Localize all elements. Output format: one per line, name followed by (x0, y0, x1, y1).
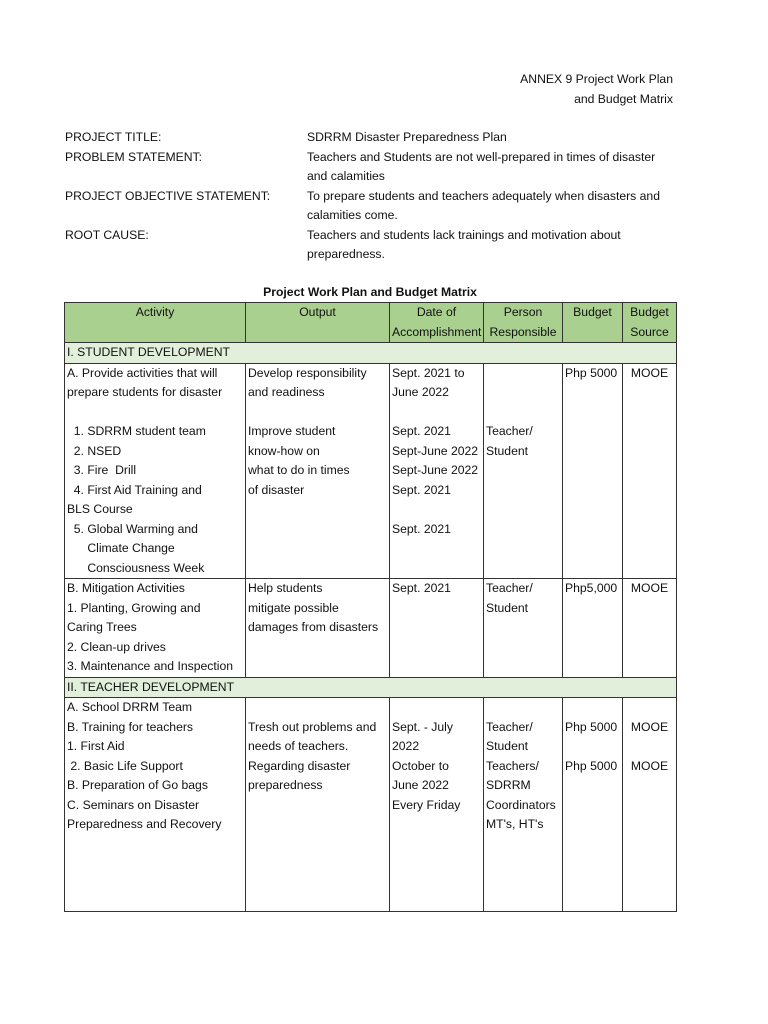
cell-output (246, 363, 390, 579)
person-line (486, 698, 560, 718)
output-line (248, 403, 387, 423)
activity-line: B. Mitigation Activities (67, 581, 185, 595)
cell-activity (65, 698, 246, 912)
section-row (65, 343, 677, 364)
header-activity: Activity (65, 303, 246, 343)
output-line: Improve student (248, 424, 336, 438)
activity-line (67, 403, 243, 423)
date-line: Sept. 2021 (392, 521, 451, 536)
root-cause-row (65, 226, 685, 265)
objective-value: To prepare students and teachers adequately when disasters and calamities come. (307, 188, 660, 222)
source-line (625, 698, 674, 718)
date-line: Every Friday (392, 797, 461, 812)
cell-budget (563, 579, 623, 678)
date-line: Sept-June 2022 (392, 463, 479, 477)
cell-output (246, 698, 390, 912)
person-line (486, 403, 560, 423)
root-cause-value: Teachers and students lack trainings and motivation about preparedness. (307, 227, 621, 261)
activity-line: prepare students for disaster (67, 385, 223, 399)
cell-date (390, 579, 484, 678)
date-line: June 2022 (392, 778, 449, 792)
date-line: Sept. 2021 to (392, 365, 465, 380)
output-line: of disaster (248, 482, 305, 497)
activity-line: BLS Course (67, 502, 133, 516)
budget-line (565, 737, 620, 757)
header-output: Output (246, 303, 390, 343)
date-line (392, 698, 481, 718)
output-line: mitigate possible (248, 600, 339, 615)
person-line: Student (486, 739, 529, 753)
project-info (65, 128, 685, 265)
person-line: Student (486, 600, 529, 615)
activity-line: A. School DRRM Team (67, 700, 193, 714)
header-person: Person Responsible (484, 303, 563, 343)
source-line (625, 737, 674, 757)
output-line (248, 698, 387, 718)
activity-line: 2. Clean-up drives (67, 639, 166, 654)
activity-line: 1. Planting, Growing and (67, 600, 201, 615)
budget-line (565, 698, 620, 718)
annex-line-2: and Budget Matrix (574, 91, 673, 106)
date-line: Sept. - July (392, 719, 453, 734)
cell-budget (563, 698, 623, 912)
source-line: MOOE (630, 758, 669, 773)
cell-date (390, 363, 484, 579)
person-line: Teacher/ (486, 424, 533, 438)
date-line (392, 500, 481, 520)
activity-line: Climate Change (67, 541, 175, 555)
cell-person (484, 579, 563, 678)
cell-activity (65, 579, 246, 678)
cell-date (390, 698, 484, 912)
budget-line: Php 5000 (565, 719, 618, 734)
output-line: needs of teachers. (248, 739, 349, 753)
output-line: what to do in times (248, 463, 350, 477)
person-line: Teacher/ (486, 581, 533, 595)
output-line: Develop responsibility (248, 365, 367, 380)
problem-statement-value: Teachers and Students are not well-prepared in times of disaster and calamities (307, 149, 656, 183)
problem-statement-label: PROBLEM STATEMENT: (65, 149, 203, 164)
date-line: October to (392, 758, 449, 773)
person-line: Student (486, 443, 529, 458)
person-line: Teacher/ (486, 719, 533, 734)
work-plan-table (64, 302, 677, 912)
output-line: Help students (248, 581, 323, 595)
source-line: MOOE (630, 719, 669, 734)
cell-source (623, 363, 677, 579)
person-line: MT's, HT's (486, 817, 544, 831)
output-line: Regarding disaster (248, 758, 351, 773)
budget-line: Php5,000 (565, 581, 618, 595)
output-line: preparedness (248, 778, 323, 792)
output-line: know-how on (248, 443, 320, 458)
table-row (65, 579, 677, 678)
header-date: Date of Accomplishment (390, 303, 484, 343)
cell-person (484, 698, 563, 912)
date-line: Sept. 2021 (392, 424, 451, 438)
activity-line: 3. Maintenance and Inspection (67, 659, 234, 673)
activity-line: A. Provide activities that will (67, 365, 218, 380)
activity-line: Preparedness and Recovery (67, 817, 222, 831)
annex-header (520, 70, 673, 109)
activity-line: Consciousness Week (67, 560, 205, 575)
person-line: Coordinators (486, 797, 556, 812)
person-line (486, 383, 560, 403)
project-title-value: SDRRM Disaster Preparedness Plan (307, 130, 507, 144)
person-line: Teachers/ (486, 758, 539, 773)
activity-line: C. Seminars on Disaster (67, 797, 200, 812)
objective-row (65, 187, 685, 226)
cell-source (623, 579, 677, 678)
header-budget: Budget (563, 303, 623, 343)
annex-line-1: ANNEX 9 Project Work Plan (520, 72, 673, 86)
activity-line: 3. Fire Drill (67, 463, 137, 477)
output-line: and readiness (248, 385, 325, 399)
date-line: June 2022 (392, 385, 449, 399)
table-row (65, 363, 677, 579)
section-row (65, 677, 677, 698)
output-line: damages from disasters (248, 620, 379, 634)
cell-output (246, 579, 390, 678)
cell-source (623, 698, 677, 912)
cell-activity (65, 363, 246, 579)
root-cause-label: ROOT CAUSE: (65, 227, 149, 242)
person-line: SDRRM (486, 778, 531, 792)
header-source: Budget Source (623, 303, 677, 343)
cell-budget (563, 363, 623, 579)
activity-line: 2. NSED (67, 443, 122, 458)
activity-line: 2. Basic Life Support (67, 758, 183, 773)
activity-line: 4. First Aid Training and (67, 482, 202, 497)
activity-line: 1. SDRRM student team (67, 424, 206, 438)
source-line: MOOE (630, 581, 669, 595)
section-label: I. STUDENT DEVELOPMENT (65, 343, 677, 364)
budget-line: Php 5000 (565, 758, 618, 773)
problem-statement-row (65, 148, 685, 187)
activity-line: Caring Trees (67, 620, 137, 634)
cell-person (484, 363, 563, 579)
source-line: MOOE (630, 365, 669, 380)
date-line: Sept. 2021 (392, 482, 451, 497)
date-line: 2022 (392, 739, 420, 753)
activity-line: 5. Global Warming and (67, 521, 198, 536)
objective-label: PROJECT OBJECTIVE STATEMENT: (65, 188, 271, 203)
activity-line: B. Training for teachers (67, 719, 193, 734)
matrix-title: Project Work Plan and Budget Matrix (263, 285, 477, 299)
project-title-row (65, 128, 685, 148)
table-row (65, 698, 677, 912)
person-line (486, 364, 560, 384)
date-line: Sept-June 2022 (392, 443, 479, 458)
activity-line: B. Preparation of Go bags (67, 778, 208, 792)
project-title-label: PROJECT TITLE: (65, 130, 162, 144)
table-header-row (65, 303, 677, 343)
activity-line: 1. First Aid (67, 739, 125, 753)
date-line (392, 403, 481, 423)
date-line: Sept. 2021 (392, 581, 451, 595)
budget-line: Php 5000 (565, 365, 618, 380)
section-label: II. TEACHER DEVELOPMENT (65, 677, 677, 698)
output-line: Tresh out problems and (248, 719, 377, 734)
